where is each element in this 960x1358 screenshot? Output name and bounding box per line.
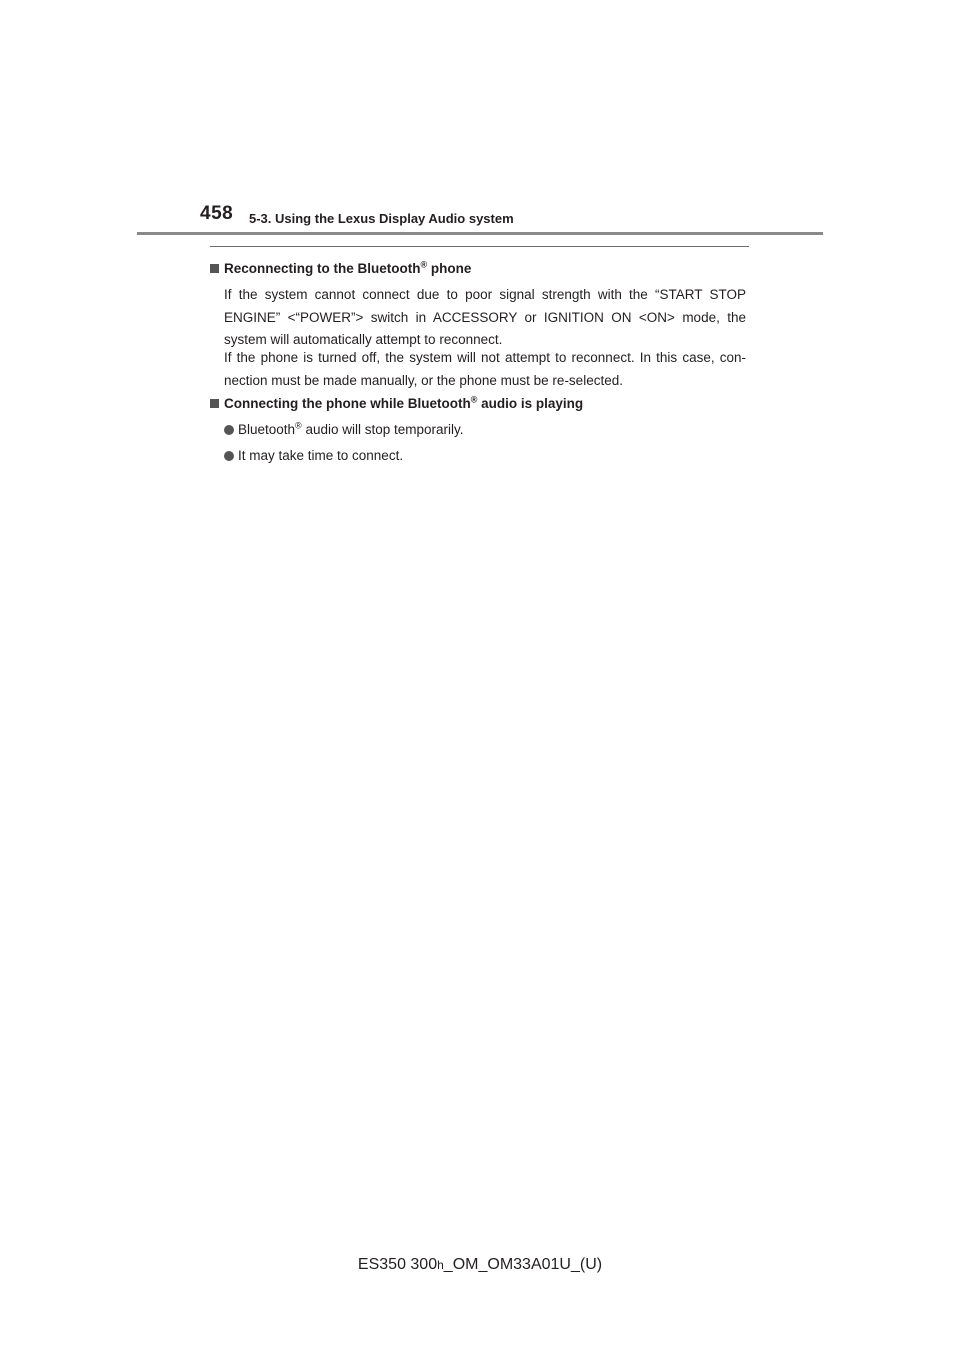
- heading-connecting-while-playing: [210, 396, 583, 411]
- square-bullet-icon: [210, 399, 219, 408]
- heading-text: Connecting the phone while Bluetooth: [224, 396, 471, 411]
- section-rule: [210, 246, 749, 247]
- document-code-suffix: _OM_OM33A01U_(U): [443, 1256, 603, 1273]
- registered-mark: ®: [295, 420, 302, 431]
- section-title: 5-3. Using the Lexus Display Audio system: [249, 211, 514, 226]
- heading-reconnecting: [210, 261, 471, 276]
- document-code-model: ES350 300: [357, 1256, 438, 1273]
- paragraph-auto-reconnect: If the system cannot connect due to poor signal strength with the “START STOP ENGINE” <“POWER”> switch in ACCESSORY or IGNITION ON <ON> mode, the system will automatically attempt to reconnect.: [224, 287, 746, 347]
- registered-mark: ®: [420, 259, 428, 270]
- bullet-text-after: audio will stop temporarily.: [301, 422, 464, 437]
- page-number: 458: [200, 203, 234, 224]
- heading-text-after: audio is playing: [477, 396, 584, 411]
- paragraph-phone-off: If the phone is turned off, the system will not attempt to reconnect. In this case, con-nection must be made manually, or the phone must be re-selected.: [224, 350, 746, 388]
- header-rule: [137, 232, 823, 235]
- document-code-h: h: [437, 1258, 444, 1272]
- heading-text: Reconnecting to the Bluetooth: [224, 261, 421, 276]
- registered-mark: ®: [470, 394, 478, 405]
- bullet-time-to-connect: [224, 448, 403, 463]
- bullet-text: It may take time to connect.: [238, 448, 404, 463]
- bullet-audio-stop: [224, 422, 464, 437]
- heading-text-after: phone: [427, 261, 472, 276]
- round-bullet-icon: [224, 451, 234, 461]
- round-bullet-icon: [224, 425, 234, 435]
- document-code: [0, 1256, 960, 1274]
- square-bullet-icon: [210, 264, 219, 273]
- bullet-text: Bluetooth: [238, 422, 296, 437]
